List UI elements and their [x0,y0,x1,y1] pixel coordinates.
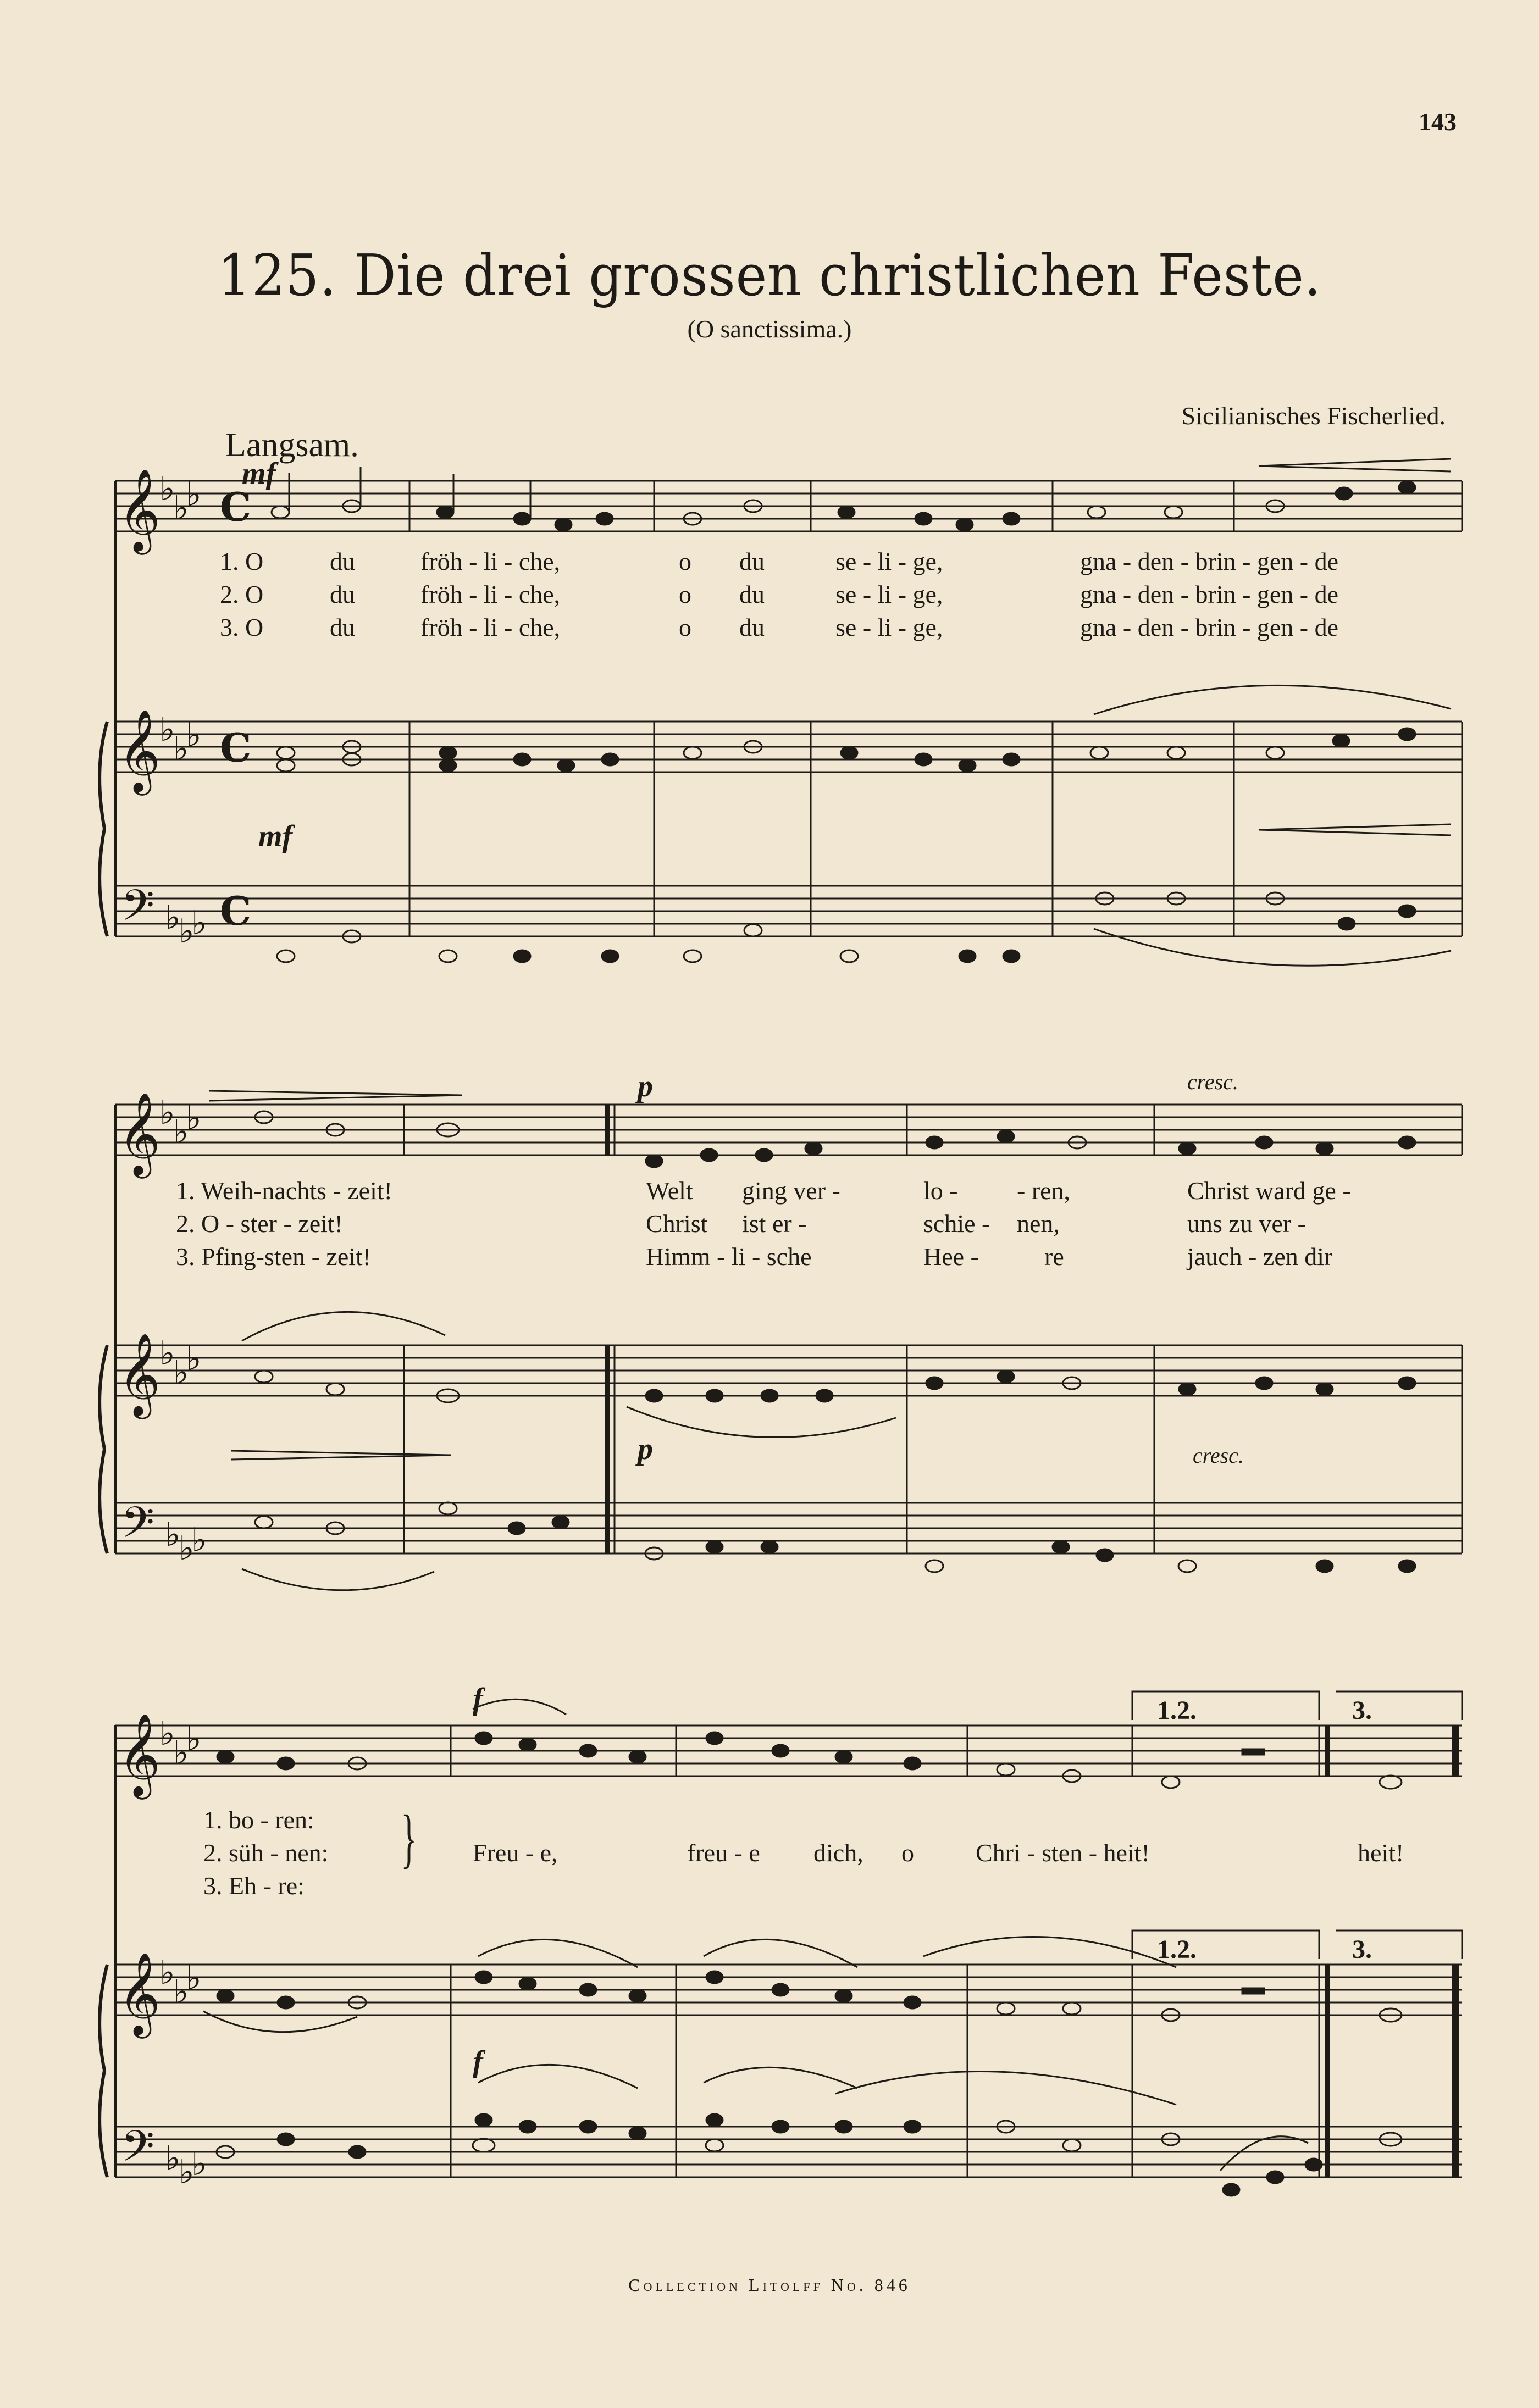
svg-text:♭: ♭ [159,1715,175,1753]
svg-text:♭: ♭ [159,1094,175,1132]
lyric-s3-v2: 2. süh - nen: [203,1839,329,1867]
lyric-s2-v1-w1: 1. Weih-nachts - zeit! [176,1177,392,1205]
notes-system1-voice [272,467,1415,531]
dynamic-f-voice: f [473,1682,483,1716]
refrain-w4: o [901,1839,914,1867]
svg-text:𝄞: 𝄞 [118,1951,160,2035]
lyric-brace: } [401,1801,417,1874]
lyric-s1-v1-w2: du [330,547,355,575]
svg-text:♭: ♭ [186,475,202,514]
svg-text:𝄞: 𝄞 [118,1712,160,1796]
svg-text:𝄞: 𝄞 [118,1091,160,1175]
lyric-s1-v1-w4: o [679,547,691,575]
brace-system2 [99,1345,107,1553]
lyric-s1-v3-w6: se - li - ge, [835,613,943,641]
svg-text:♭: ♭ [186,1099,202,1138]
lyric-s2-v2-w1: 2. O - ster - zeit! [176,1209,343,1238]
lyric-s2-v2-w6: uns zu ver - [1187,1209,1306,1238]
brace-system3 [99,1965,107,2177]
dynamic-cresc-piano: cresc. [1193,1443,1244,1468]
lyric-s1-v2-w7: gna - den - brin - gen - de [1080,580,1339,608]
volta-1-2-voice: 1.2. [1157,1696,1197,1725]
svg-text:C: C [220,887,252,934]
lyric-s1-v1-w5: du [739,547,765,575]
lyric-s3-v3: 3. Eh - re: [203,1872,305,1900]
svg-text:♭: ♭ [159,711,175,749]
lyric-s2-v2-w4: schie - [923,1209,990,1238]
lyric-s1-v3-w4: o [679,613,691,641]
lyric-s1-v2-w4: o [679,580,691,608]
svg-text:♭: ♭ [191,2145,207,2183]
lyric-s2-v1-w4: lo - [923,1177,958,1205]
barlines-system2 [404,1105,1462,1553]
refrain-w2: freu - e [687,1839,760,1867]
dynamic-mf-piano: mf [258,819,293,853]
brace-system1 [99,722,107,936]
lyric-s2-v3-w4: Hee - [923,1242,979,1270]
lyric-s2-v3-w2: Himm - li - sche [646,1242,812,1270]
svg-text:♭: ♭ [173,1113,189,1151]
svg-text:♭: ♭ [179,912,195,951]
lyric-s1-v1-w1: 1. O [220,547,264,575]
lyric-s3-v1: 1. bo - ren: [203,1806,314,1834]
svg-text:♭: ♭ [173,730,189,768]
staff-lines-system2-bass [115,1503,1462,1553]
volta-3-piano: 3. [1352,1935,1372,1964]
lyric-s2-v1-w3: ging ver - [742,1177,840,1205]
svg-text:𝄞: 𝄞 [118,468,160,551]
svg-text:𝄞: 𝄞 [118,708,160,792]
lyric-s1-v2-w2: du [330,580,355,608]
notes-piano [217,728,1415,2196]
lyric-s1-v3-w5: du [739,613,765,641]
lyric-s2-v1-w5: - ren, [1017,1177,1071,1205]
svg-text:♭: ♭ [159,1954,175,1992]
dynamic-p-piano: p [638,1432,653,1466]
lyric-s1-v3-w3: fröh - li - che, [420,613,561,641]
refrain-w6: heit! [1358,1839,1404,1867]
notes-system3-voice [217,1732,1402,1789]
dynamic-f-piano: f [473,2045,483,2079]
publisher-footer: Collection Litolff No. 846 [628,2275,911,2295]
lyric-s2-v3-w5: re [1044,1242,1064,1270]
lyric-s1-v3-w1: 3. O [220,613,264,641]
svg-text:♭: ♭ [186,716,202,754]
svg-text:♭: ♭ [159,470,175,508]
svg-text:♭: ♭ [186,1959,202,1998]
song-title: 125. Die drei grossen christlichen Feste. [217,242,1322,309]
refrain-w5: Chri - sten - heit! [976,1839,1150,1867]
staff-lines-system1-bass [115,886,1462,936]
barlines-system3 [451,1691,1462,2177]
svg-text:♭: ♭ [173,1734,189,1772]
refrain-w1: Freu - e, [473,1839,558,1867]
dynamic-p-voice: p [638,1069,653,1103]
lyric-s1-v2-w6: se - li - ge, [835,580,943,608]
lyric-s2-v1-w6: Christ ward ge - [1187,1177,1351,1205]
lyric-s2-v2-w2: Christ [646,1209,708,1238]
svg-text:♭: ♭ [186,1340,202,1378]
staff-lines-system1-treble [115,722,1462,772]
composer-note: Sicilianisches Fischerlied. [1181,402,1446,430]
dynamic-cresc-voice: cresc. [1187,1069,1238,1094]
svg-text:𝄞: 𝄞 [118,1332,160,1416]
svg-text:𝄢: 𝄢 [121,2122,155,2182]
dynamic-mf-voice: mf [242,457,276,491]
svg-text:♭: ♭ [186,1720,202,1758]
lyric-s1-v2-w5: du [739,580,765,608]
svg-text:♭: ♭ [173,489,189,528]
svg-text:♭: ♭ [165,1516,181,1554]
notes-system2-voice [255,1111,1415,1167]
svg-text:♭: ♭ [159,1334,175,1373]
svg-text:♭: ♭ [165,898,181,937]
song-subtitle: (O sanctissima.) [687,315,852,343]
svg-text:𝄢: 𝄢 [121,1498,155,1558]
volta-3-voice: 3. [1352,1696,1372,1725]
staff-lines-system1-voice [115,481,1462,531]
lyric-s1-v3-w2: du [330,613,355,641]
refrain-w3: dich, [813,1839,863,1867]
svg-text:𝄢: 𝄢 [121,881,155,941]
svg-text:♭: ♭ [173,1973,189,2011]
lyric-s2-v3-w6: jauch - zen dir [1187,1242,1333,1270]
svg-text:C: C [220,484,252,530]
volta-1-2-piano: 1.2. [1157,1935,1197,1964]
svg-text:♭: ♭ [179,2153,195,2191]
lyric-s1-v1-w3: fröh - li - che, [420,547,561,575]
lyric-s2-v2-w5: nen, [1017,1209,1060,1238]
svg-text:♭: ♭ [173,1353,189,1392]
staff-lines-system3-bass [115,2127,1462,2177]
tempo-marking: Langsam. [225,426,359,464]
svg-text:♭: ♭ [165,2139,181,2178]
lyric-s1-v3-w7: gna - den - brin - gen - de [1080,613,1339,641]
lyric-s2-v1-w2: Welt [646,1177,693,1205]
svg-text:♭: ♭ [191,904,207,942]
svg-text:♭: ♭ [179,1529,195,1568]
lyric-s1-v1-w7: gna - den - brin - gen - de [1080,547,1339,575]
lyric-s2-v2-w3: ist er - [742,1209,807,1238]
page-number: 143 [1419,108,1457,136]
lyric-s2-v3-w1: 3. Pfing-sten - zeit! [176,1242,372,1270]
svg-text:♭: ♭ [191,1521,207,1560]
lyric-s1-v2-w3: fröh - li - che, [420,580,561,608]
lyric-s1-v1-w6: se - li - ge, [835,547,943,575]
lyric-s1-v2-w1: 2. O [220,580,264,608]
svg-text:C: C [220,724,252,771]
